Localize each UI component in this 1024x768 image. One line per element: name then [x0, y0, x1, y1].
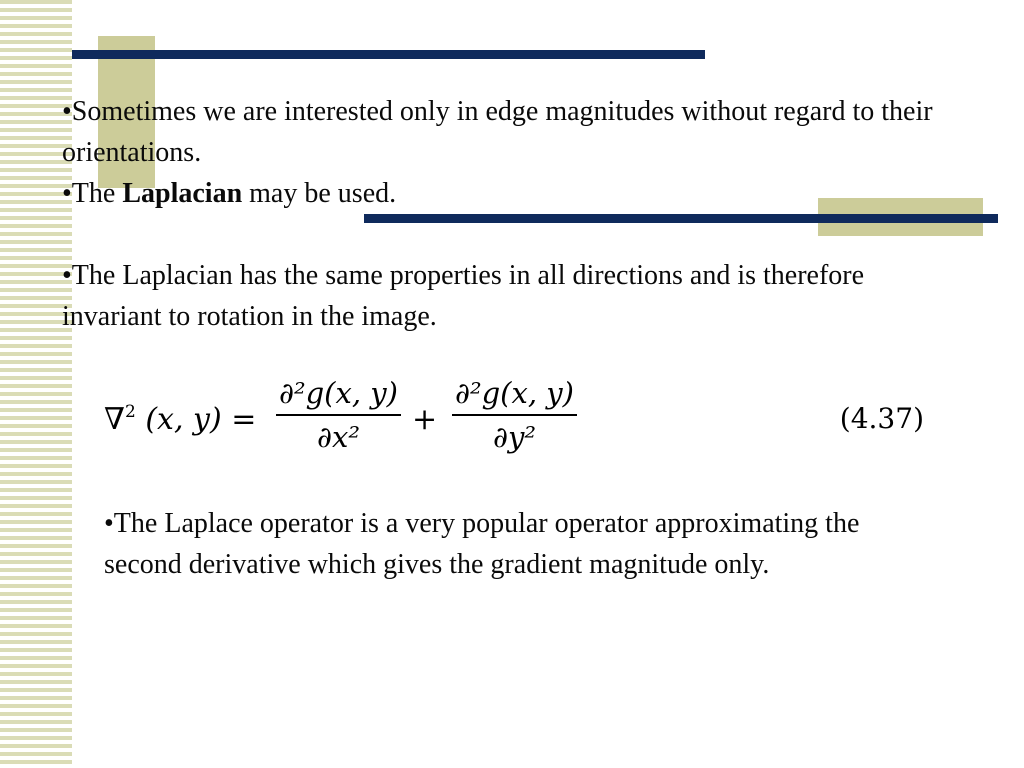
fraction-y-denominator: ∂y² — [492, 420, 536, 454]
bullet-rotation-invariance: •The Laplacian has the same properties in all directions and is therefore invariant to rotation in the image. — [62, 260, 865, 332]
nabla-exponent: 2 — [124, 402, 136, 422]
fraction-term-y — [452, 376, 577, 454]
bullet-laplace-operator: •The Laplace operator is a very popular operator approximating the second derivative which gives the gradient magnitude only. — [104, 508, 860, 580]
fraction-x-denominator: ∂x² — [317, 420, 360, 454]
fraction-y-bar — [452, 414, 577, 416]
bullet-laplacian-suffix: may be used. — [242, 178, 397, 209]
equation-number: (4.37) — [839, 402, 924, 435]
bullet-laplacian-usage — [62, 173, 762, 214]
fraction-x-bar — [276, 414, 401, 416]
laplacian-equation — [104, 376, 924, 466]
equation-lhs-args: (x, y) = — [145, 402, 257, 437]
bullet-edge-magnitudes: •Sometimes we are interested only in edge magnitudes without regard to their orientations. — [62, 96, 933, 168]
fraction-term-x — [276, 376, 401, 454]
navy-bar-right — [364, 214, 998, 223]
equation-plus: + — [412, 402, 438, 437]
bullet-laplacian-bold: Laplacian — [122, 178, 243, 209]
fraction-x-numerator: ∂²g(x, y) — [279, 376, 398, 410]
equation-lhs — [104, 402, 256, 437]
nabla-symbol: ∇ — [104, 402, 125, 437]
navy-bar-top — [72, 50, 705, 59]
fraction-y-numerator: ∂²g(x, y) — [455, 376, 574, 410]
bullet-laplacian-prefix: •The — [62, 178, 123, 209]
